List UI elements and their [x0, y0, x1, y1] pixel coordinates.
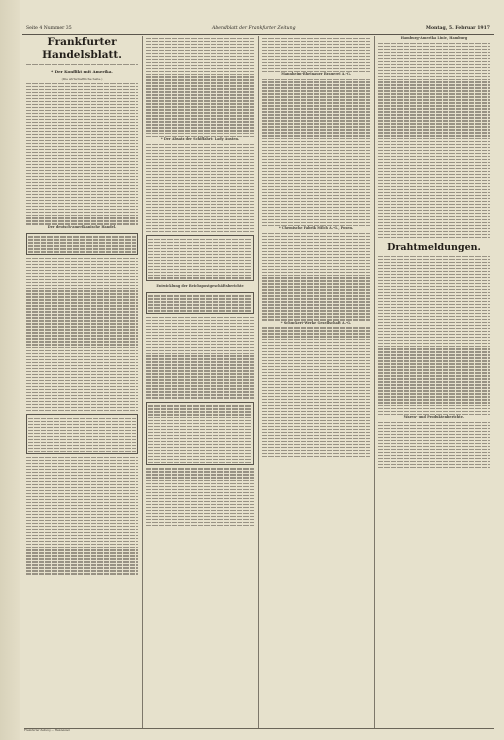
article-body-3	[26, 457, 138, 575]
data-table-3	[146, 402, 254, 466]
footer-text: Frankfurter Zeitung — Handelsteil	[24, 729, 70, 732]
table-heading: Der deutsch-amerikanische Handel.	[47, 224, 117, 229]
article-body-3	[378, 422, 490, 468]
trade-table	[26, 233, 138, 255]
article-body	[378, 43, 490, 238]
article-body-2	[146, 144, 254, 232]
article-body	[146, 38, 254, 138]
column-4	[378, 36, 490, 728]
section-title: Frankfurter Handelsblatt.	[42, 36, 122, 61]
article-body-3	[146, 317, 254, 399]
column-rule	[142, 36, 143, 728]
article-subheading: (Die wirtschaftliche Seite.)	[61, 77, 103, 81]
article-body-3	[262, 233, 370, 321]
article-heading: * Der Absatz der Schiffahrt: Lady Austen.	[160, 137, 240, 142]
text-block	[26, 64, 138, 67]
header-center: Abendblatt der Frankfurter Zeitung	[212, 26, 296, 31]
column-rule	[374, 36, 375, 728]
article-body-2	[26, 258, 138, 412]
article-heading: * Der Konflikt mit Amerika.	[51, 69, 113, 74]
article-heading-2: Waren- und Produktenberichte.	[403, 415, 465, 420]
page-header	[22, 24, 494, 35]
article-body-2	[378, 256, 490, 415]
column-2	[146, 36, 254, 728]
article-body	[26, 83, 138, 225]
header-right: Montag, 5. Februar 1917	[425, 26, 490, 31]
article-body	[262, 38, 370, 72]
table-heading: Entwicklung der Reichspostgeschäftsberichte	[156, 283, 244, 288]
page-footer	[24, 728, 494, 736]
section-title: Drahtmeldungen.	[387, 241, 481, 253]
column-rule	[258, 36, 259, 728]
statistics-table	[26, 414, 138, 454]
column-3	[262, 36, 370, 728]
article-body-2	[262, 79, 370, 227]
header-left: Seite 4 Nummer 35	[26, 26, 72, 31]
column-1	[26, 36, 138, 728]
article-heading: Hamburg-Amerika Linie, Hamburg	[400, 36, 468, 40]
article-heading: Mannheim-Rheinauer Brauerei A.-G.	[281, 71, 351, 76]
article-body-4	[262, 327, 370, 457]
data-table	[146, 235, 254, 281]
data-table-2	[146, 292, 254, 314]
article-body-4	[146, 468, 254, 526]
article-heading-3: * Schuckert-Werke Gesellschaft A.-G.	[280, 320, 352, 325]
article-heading-2: * Chemische Fabrik Milch A.-G., Posen.	[278, 226, 354, 231]
binding-gutter	[0, 0, 20, 740]
